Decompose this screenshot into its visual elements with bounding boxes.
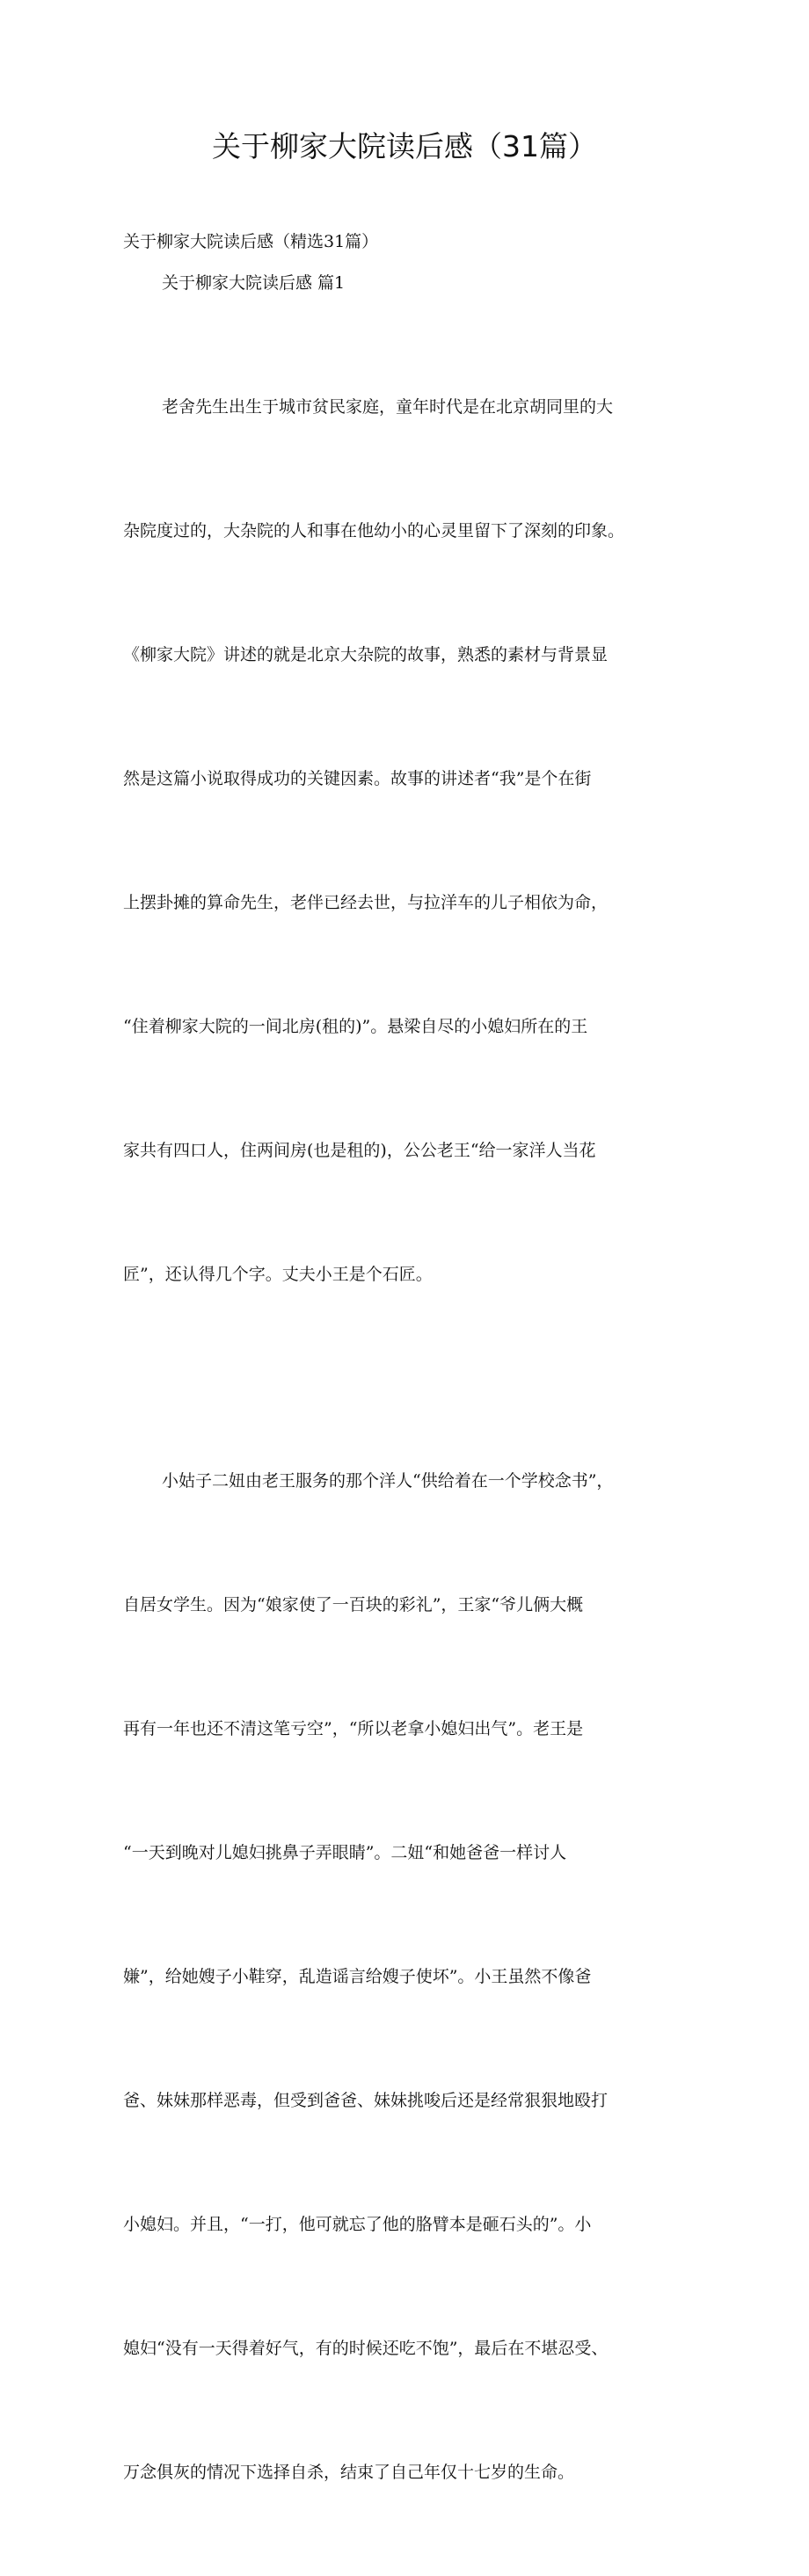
paragraph-line: 爸、妹妹那样恶毒，但受到爸爸、妹妹挑唆后还是经常狠狠地殴打	[123, 2091, 609, 2110]
paragraph-line: 然是这篇小说取得成功的关键因素。故事的讲述者“我”是个在街	[123, 769, 592, 788]
paragraph-line: 老舍先生出生于城市贫民家庭，童年时代是在北京胡同里的大	[162, 397, 614, 417]
document-subtitle: 关于柳家大院读后感（精选31篇）	[123, 232, 379, 251]
document-body	[123, 221, 703, 2576]
paragraph-line: “一天到晚对儿媳妇挑鼻子弄眼睛”。二妞“和她爸爸一样讨人	[123, 1843, 567, 1862]
paragraph-2	[123, 1378, 703, 2576]
paragraph-line: 嫌”，给她嫂子小鞋穿，乱造谣言给嫂子使坏”。小王虽然不像爸	[123, 1967, 592, 1986]
paragraph-line: 《柳家大院》讲述的就是北京大杂院的故事，熟悉的素材与背景显	[123, 645, 609, 664]
paragraph-line: 上摆卦摊的算命先生，老伴已经去世，与拉洋车的儿子相依为命，	[123, 893, 609, 912]
paragraph-line: 家共有四口人，住两间房(也是租的)，公公老王“给一家洋人当花	[123, 1141, 596, 1160]
paragraph-1	[123, 304, 703, 1378]
paragraph-line: 万念俱灰的情况下选择自杀，结束了自己年仅十七岁的生命。	[123, 2463, 575, 2482]
paragraph-line: 自居女学生。因为“娘家使了一百块的彩礼”，王家“爷儿俩大概	[123, 1595, 584, 1615]
paragraph-line: 再有一年也还不清这笔亏空”，“所以老拿小媳妇出气”。老王是	[123, 1719, 584, 1738]
paragraph-line: 匠”，还认得几个字。丈夫小王是个石匠。	[123, 1265, 433, 1284]
paragraph-line: 小媳妇。并且，“一打，他可就忘了他的胳臂本是砸石头的”。小	[123, 2215, 592, 2234]
document-title: 关于柳家大院读后感（31篇）	[212, 129, 597, 163]
paragraph-line: 小姑子二妞由老王服务的那个洋人“供给着在一个学校念书”，	[162, 1471, 614, 1491]
paragraph-line: “住着柳家大院的一间北房(租的)”。悬梁自尽的小媳妇所在的王	[123, 1017, 588, 1036]
paragraph-line: 杂院度过的，大杂院的人和事在他幼小的心灵里留下了深刻的印象。	[123, 521, 625, 541]
paragraph-line: 媳妇“没有一天得着好气，有的时候还吃不饱”，最后在不堪忍受、	[123, 2339, 609, 2358]
section-heading: 关于柳家大院读后感 篇1	[162, 273, 346, 293]
